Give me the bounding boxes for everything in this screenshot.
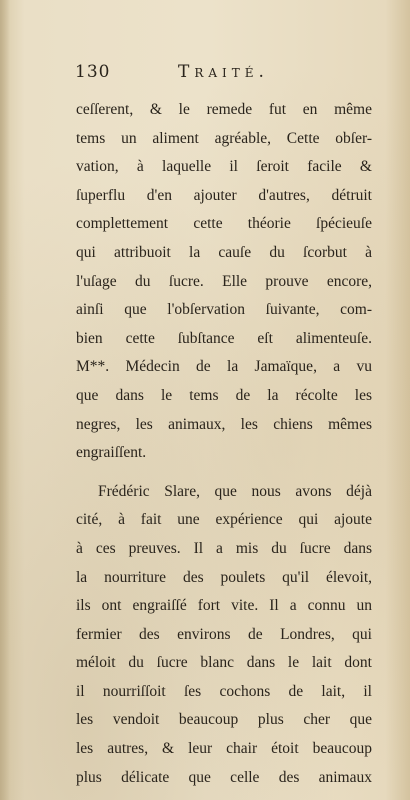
text-line: les autres, & leur chair étoit beaucoup <box>76 740 372 758</box>
text-line: plus délicate que celle des animaux <box>76 768 372 786</box>
text-line: que dans le tems de la récolte les <box>76 386 372 404</box>
text-line: les vendoit beaucoup plus cher que <box>76 711 372 729</box>
text-line: l'uſage du ſucre. Elle prouve encore, <box>76 272 372 290</box>
text-line: vation, à laquelle il ſeroit facile & <box>76 158 372 176</box>
text-line: ſuperflu d'en ajouter d'autres, détruit <box>76 186 372 204</box>
text-line: ceſſerent, & le remede fut en même <box>76 101 372 118</box>
paragraph-gap <box>76 468 372 478</box>
text-line: tems un aliment agréable, Cette obſer- <box>76 129 372 147</box>
text-line: engraiſſent. <box>76 444 147 462</box>
text-line: méloit du ſucre blanc dans le lait dont <box>76 654 372 672</box>
paragraph-1 <box>76 96 372 468</box>
text-line: Frédéric Slare, que nous avons déjà <box>98 482 372 500</box>
text-line: complettement cette théorie ſpécieuſe <box>76 215 372 233</box>
page-edge-shadow <box>0 0 10 800</box>
page-number: 130 <box>75 62 111 82</box>
body-text <box>76 96 372 792</box>
text-line: bien cette ſubſtance eſt alimenteuſe. <box>76 329 372 347</box>
text-line: la nourriture des poulets qu'il élevoit, <box>76 568 372 586</box>
paragraph-2 <box>76 478 372 793</box>
text-line: cité, à fait une expérience qui ajoute <box>76 511 372 529</box>
text-line: fermier des environs de Londres, qui <box>76 625 372 643</box>
text-line: negres, les animaux, les chiens mêmes <box>76 415 372 433</box>
text-line: ainſi que l'obſervation ſuivante, com- <box>76 301 372 319</box>
text-line: qui attribuoit la cauſe du ſcorbut à <box>76 243 372 261</box>
text-line: ils ont engraiſſé fort vite. Il a connu un <box>76 597 372 615</box>
text-line: à ces preuves. Il a mis du ſucre dans <box>76 539 372 557</box>
running-head: Traité. <box>178 62 269 82</box>
page-header <box>75 62 375 86</box>
text-line: M**. Médecin de la Jamaïque, a vu <box>76 358 372 376</box>
text-line: il nourriſſoit ſes cochons de lait, il <box>76 682 372 700</box>
